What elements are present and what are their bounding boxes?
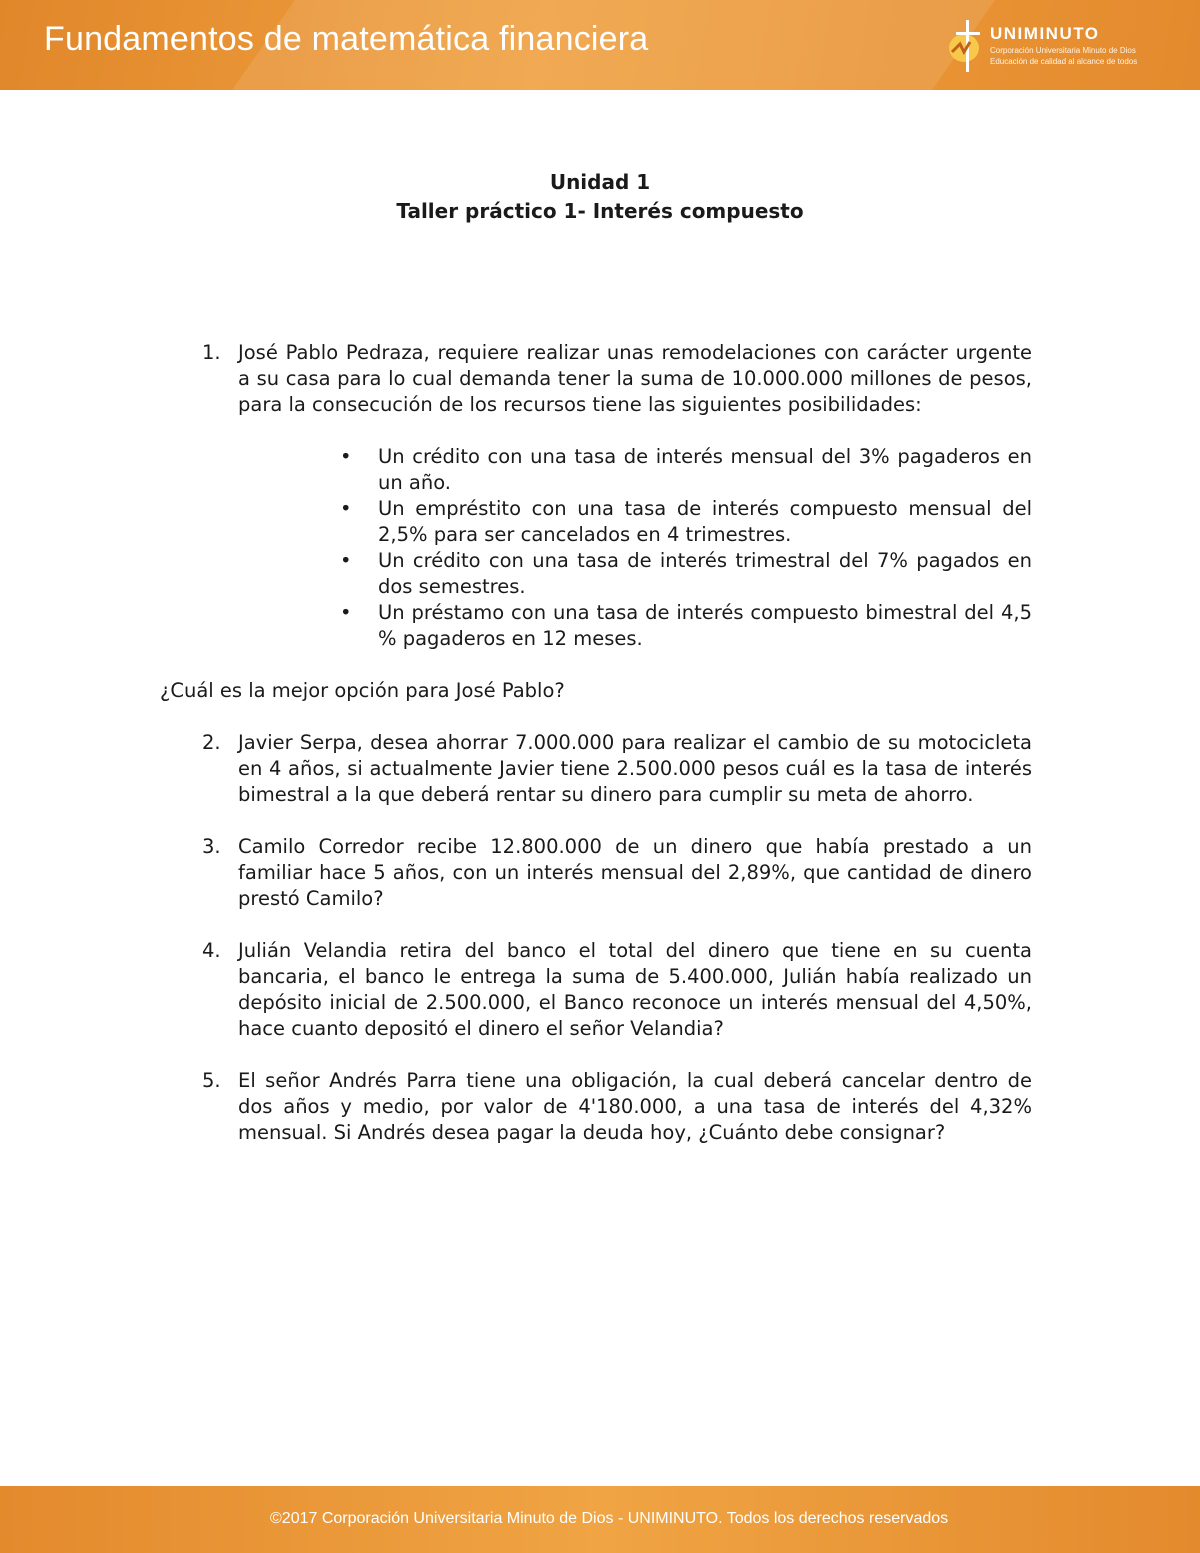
- exercise-text: Javier Serpa, desea ahorrar 7.000.000 para realizar el cambio de su motocicleta en 4 años, si actualmente Javier tiene 2.500.000 pesos cuál es la tasa de interés bimestral a la que deberá rentar su dinero para cumplir su meta de ahorro.: [238, 731, 1032, 806]
- exercise-number: 3.: [202, 835, 221, 858]
- uniminuto-logo-icon: [946, 18, 988, 74]
- exercise-text: Camilo Corredor recibe 12.800.000 de un dinero que había prestado a un familiar hace 5 años, con un interés mensual del 2,89%, que cantidad de dinero prestó Camilo?: [238, 835, 1032, 910]
- uniminuto-logo: [946, 18, 1146, 74]
- document-heading: [0, 168, 1200, 226]
- exercise-text: Julián Velandia retira del banco el total del dinero que tiene en su cuenta bancaria, el banco le entrega la suma de 5.400.000, Julián había realizado un depósito inicial de 2.500.000, el Banco reconoce un interés mensual del 4,50%, hace cuanto depositó el dinero el señor Velandia?: [238, 939, 1032, 1040]
- exercise-3: [160, 834, 1032, 912]
- list-item: [160, 600, 1032, 652]
- exercise-1: [160, 340, 1032, 418]
- options-list: [160, 444, 1032, 652]
- exercise-text: José Pablo Pedraza, requiere realizar unas remodelaciones con carácter urgente a su casa para lo cual demanda tener la suma de 10.000.000 millones de pesos, para la consecución de los recursos tiene las siguientes posibilidades:: [238, 341, 1032, 416]
- unit-title: Unidad 1: [549, 170, 651, 194]
- exercise-text: El señor Andrés Parra tiene una obligación, la cual deberá cancelar dentro de dos años y medio, por valor de 4'180.000, a una tasa de interés del 4,32% mensual. Si Andrés desea pagar la deuda hoy, ¿Cuánto debe consignar?: [238, 1069, 1032, 1144]
- bullet-icon: •: [340, 497, 352, 520]
- bullet-icon: •: [340, 549, 352, 572]
- list-item: [160, 548, 1032, 600]
- exercise-number: 1.: [202, 341, 221, 364]
- option-text: Un crédito con una tasa de interés mensual del 3% pagaderos en un año.: [378, 445, 1032, 494]
- exercise-5: [160, 1068, 1032, 1146]
- exercise-number: 5.: [202, 1069, 221, 1092]
- list-item: [160, 496, 1032, 548]
- exercise-number: 4.: [202, 939, 221, 962]
- workshop-title: Taller práctico 1- Interés compuesto: [396, 199, 804, 223]
- page-header: [0, 0, 1200, 90]
- option-text: Un empréstito con una tasa de interés compuesto mensual del 2,5% para ser cancelados en 4 trimestres.: [378, 497, 1032, 546]
- logo-tagline: Educación de calidad al alcance de todos: [990, 57, 1138, 66]
- question-text: ¿Cuál es la mejor opción para José Pablo?: [160, 679, 565, 702]
- course-title: Fundamentos de matemática financiera: [44, 20, 649, 58]
- bullet-icon: •: [340, 601, 352, 624]
- logo-subtitle: Corporación Universitaria Minuto de Dios: [990, 46, 1136, 55]
- page-footer: [0, 1486, 1200, 1553]
- list-item: [160, 444, 1032, 496]
- bullet-icon: •: [340, 445, 352, 468]
- option-text: Un crédito con una tasa de interés trimestral del 7% pagados en dos semestres.: [378, 549, 1032, 598]
- copyright-text: ©2017 Corporación Universitaria Minuto de Dios - UNIMINUTO. Todos los derechos reservados: [270, 1510, 949, 1527]
- exercise-2: [160, 730, 1032, 808]
- exercise-number: 2.: [202, 731, 221, 754]
- option-text: Un préstamo con una tasa de interés compuesto bimestral del 4,5 % pagaderos en 12 meses.: [378, 601, 1032, 650]
- document-body: [160, 340, 1032, 1146]
- exercise-4: [160, 938, 1032, 1042]
- logo-name: UNIMINUTO: [990, 24, 1100, 43]
